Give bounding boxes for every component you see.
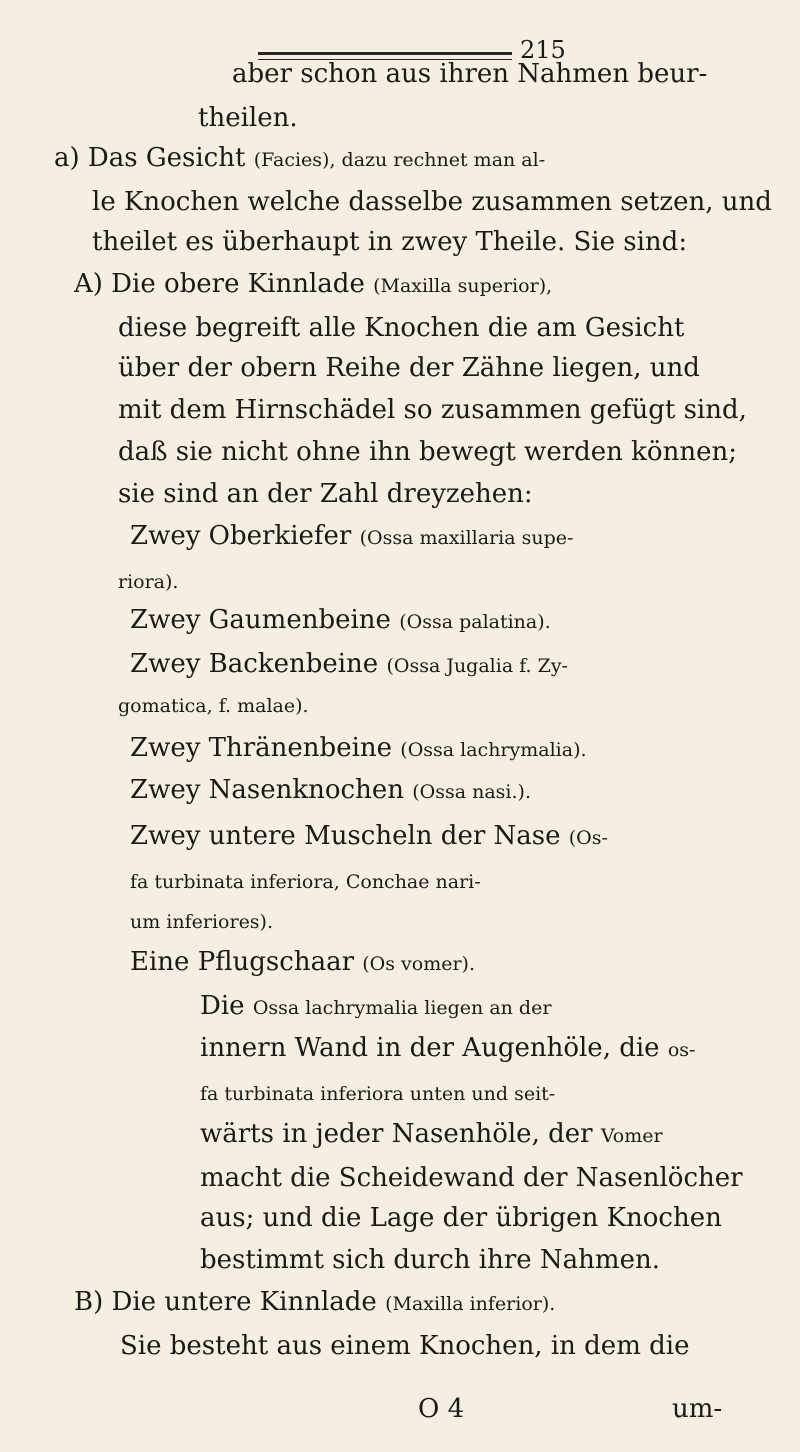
text-line xyxy=(200,1076,555,1110)
page-number: 215 xyxy=(520,36,566,64)
line-latin-text: (Maxilla superior), xyxy=(373,275,553,297)
line-main-text: innern Wand in der Augenhöle, die xyxy=(200,1033,660,1063)
text-line xyxy=(200,1162,743,1196)
text-line xyxy=(200,1244,660,1278)
line-main-text: B) Die untere Kinnlade xyxy=(74,1287,377,1317)
line-main-text: Zwey Thränenbeine xyxy=(130,733,393,763)
line-main-text: macht die Scheidewand der Nasenlöcher xyxy=(200,1163,743,1193)
line-latin-text: (Ossa maxillaria supe- xyxy=(359,527,574,549)
line-latin-text: (Os vomer). xyxy=(362,953,476,975)
line-latin-text: gomatica, f. malae). xyxy=(118,695,309,717)
line-main-text: A) Die obere Kinnlade xyxy=(74,269,365,299)
line-latin-text: um inferiores). xyxy=(130,911,274,933)
line-main-text: theilen. xyxy=(198,103,298,133)
text-line xyxy=(74,268,552,302)
text-line xyxy=(232,58,707,92)
line-main-text: diese begreift alle Knochen die am Gesicht xyxy=(118,313,685,343)
line-main-text: a) Das Gesicht xyxy=(54,143,246,173)
line-latin-text: Ossa lachrymalia liegen an der xyxy=(252,997,552,1019)
text-line xyxy=(120,1330,689,1364)
text-line xyxy=(130,520,573,554)
text-line xyxy=(92,226,687,260)
text-line xyxy=(118,312,684,346)
line-main-text: wärts in jeder Nasenhöle, der xyxy=(200,1119,593,1149)
text-line xyxy=(130,820,608,854)
text-line xyxy=(200,1118,663,1152)
line-main-text: sie sind an der Zahl dreyzehen: xyxy=(118,479,533,509)
line-main-text: Zwey Backenbeine xyxy=(130,649,379,679)
line-latin-text: os- xyxy=(667,1039,696,1061)
line-main-text: Eine Pflugschaar xyxy=(130,947,354,977)
text-line xyxy=(74,1286,555,1320)
text-line xyxy=(130,648,568,682)
catchword: um- xyxy=(672,1394,723,1424)
signature-mark: O 4 xyxy=(418,1394,465,1424)
text-line xyxy=(200,1032,695,1066)
line-latin-text: (Ossa lachrymalia). xyxy=(400,739,587,761)
line-main-text: Sie besteht aus einem Knochen, in dem die xyxy=(120,1331,690,1361)
line-main-text: le Knochen welche dasselbe zusammen setzen, und xyxy=(92,187,772,217)
line-main-text: über der obern Reihe der Zähne liegen, und xyxy=(118,353,700,383)
line-latin-text: (Ossa nasi.). xyxy=(412,781,531,803)
line-latin-text: fa turbinata inferiora unten und seit- xyxy=(200,1083,556,1105)
text-line xyxy=(118,478,533,512)
text-line xyxy=(118,394,747,428)
line-main-text: bestimmt sich durch ihre Nahmen. xyxy=(200,1245,660,1275)
text-line xyxy=(130,864,481,898)
text-line xyxy=(200,990,551,1024)
line-latin-text: Vomer xyxy=(600,1125,663,1147)
line-main-text: theilet es überhaupt in zwey Theile. Sie sind: xyxy=(92,227,688,257)
text-line xyxy=(118,688,309,722)
text-line xyxy=(118,352,700,386)
text-line xyxy=(54,142,545,176)
text-line xyxy=(200,1202,722,1236)
line-main-text: Zwey Oberkiefer xyxy=(130,521,352,551)
text-line xyxy=(198,102,298,136)
text-line xyxy=(92,186,772,220)
line-main-text: Zwey Nasenknochen xyxy=(130,775,404,805)
line-latin-text: riora). xyxy=(118,571,179,593)
line-main-text: daß sie nicht ohne ihn bewegt werden können; xyxy=(118,437,737,467)
text-line xyxy=(130,604,551,638)
text-line xyxy=(130,732,587,766)
line-latin-text: (Facies), dazu rechnet man al- xyxy=(253,149,546,171)
line-latin-text: (Maxilla inferior). xyxy=(385,1293,556,1315)
line-main-text: aus; und die Lage der übrigen Knochen xyxy=(200,1203,722,1233)
line-main-text: aber schon aus ihren Nahmen beur- xyxy=(232,59,708,89)
text-line xyxy=(118,436,737,470)
text-line xyxy=(130,904,273,938)
line-main-text: Zwey untere Muscheln der Nase xyxy=(130,821,561,851)
line-latin-text: (Ossa Jugalia f. Zy- xyxy=(386,655,568,677)
text-line xyxy=(130,946,475,980)
line-latin-text: (Ossa palatina). xyxy=(399,611,551,633)
text-line xyxy=(118,564,178,598)
line-latin-text: fa turbinata inferiora, Conchae nari- xyxy=(130,871,481,893)
line-main-text: Die xyxy=(200,991,245,1021)
line-main-text: mit dem Hirnschädel so zusammen gefügt sind, xyxy=(118,395,747,425)
line-main-text: Zwey Gaumenbeine xyxy=(130,605,391,635)
line-latin-text: (Os- xyxy=(568,827,608,849)
text-line xyxy=(130,774,531,808)
